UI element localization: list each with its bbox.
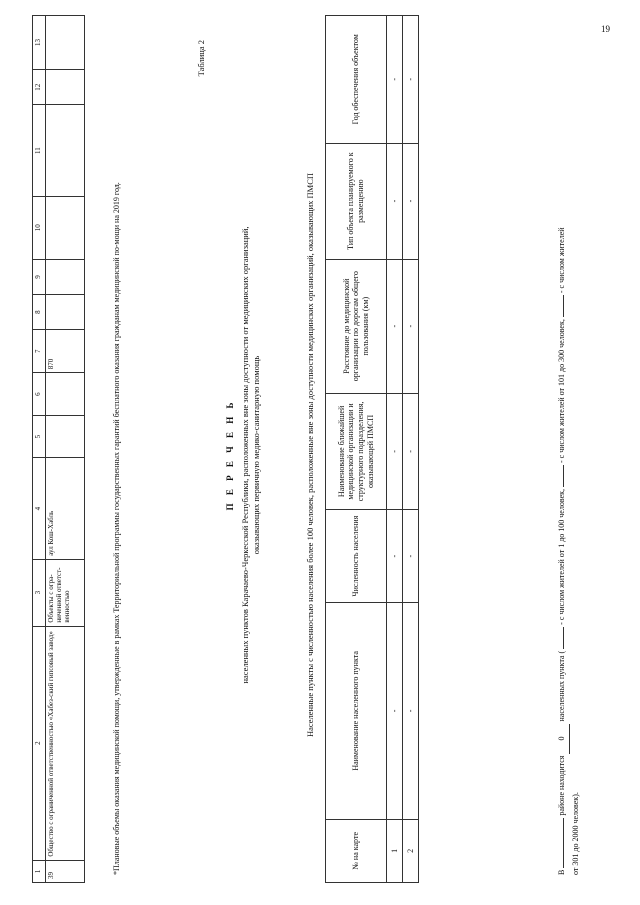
- cell: 1: [387, 819, 403, 882]
- bottom-p2: - с числом жителей от 101 до 300 человек,: [557, 319, 566, 463]
- table-row: [403, 16, 419, 883]
- header-distance: Расстояние до медицинской организации по дорогам общего пользования (км): [326, 259, 387, 393]
- cell: -: [403, 393, 419, 509]
- main-table-header: [326, 16, 387, 883]
- top-col-9: 9: [33, 259, 46, 294]
- cell: -: [403, 259, 419, 393]
- header-population: Численность населения: [326, 510, 387, 603]
- heading-line-1: населенных пунктов Карачаево-Черкесской Республики, расположенных вне зоны доступности от медицинских организаций,: [239, 226, 250, 684]
- cell: -: [387, 259, 403, 393]
- bottom-district-text: районе находится: [557, 755, 566, 816]
- top-col-6: 6: [33, 373, 46, 416]
- cell: -: [387, 393, 403, 509]
- bottom-line-2: от 301 до 2000 человек).: [570, 792, 580, 875]
- top-col-10: 10: [33, 196, 46, 259]
- footnote: *Плановые объемы оказания медицинской помощи, утвержденные в рамках Территориальной программы государственных гарантий бесплатного оказания гражданам медицинской по-мощи на 2019 год.: [112, 182, 121, 875]
- header-object-type: Тип объекта планируемого к размещению: [326, 143, 387, 259]
- top-col-1: 1: [33, 860, 46, 882]
- header-map-number: № на карте: [326, 819, 387, 882]
- row-org: Общество с ограниченной ответственностью «Хабез-ский гипсовый завод»: [46, 626, 85, 860]
- cell: -: [403, 143, 419, 259]
- top-col-8: 8: [33, 295, 46, 330]
- cell: -: [387, 510, 403, 603]
- header-settlement: Наименование населенного пункта: [326, 603, 387, 820]
- top-col-7: 7: [33, 330, 46, 373]
- document-heading: П Е Р Е Ч Е Н Ь: [225, 399, 235, 511]
- blank-3: [563, 295, 564, 317]
- top-col-4: 4: [33, 458, 46, 559]
- table-caption: Таблица 2: [196, 40, 206, 77]
- bottom-p3: - с числом жителей: [557, 227, 566, 294]
- top-table-row: [46, 16, 85, 883]
- title-block: [225, 125, 262, 785]
- row-c9: [46, 259, 85, 294]
- row-num: 39: [46, 860, 85, 882]
- blank-2: [563, 465, 564, 487]
- row-c13: [46, 16, 85, 70]
- row-type: Объекты с огра-ниченной ответст-венностью: [46, 559, 85, 626]
- cell: 2: [403, 819, 419, 882]
- row-place: аул Кош-Хабль: [46, 458, 85, 559]
- row-c11: [46, 105, 85, 196]
- table-row: [387, 16, 403, 883]
- row-c12: [46, 70, 85, 105]
- cell: -: [403, 16, 419, 144]
- blank-district: [563, 818, 564, 868]
- cell: -: [387, 603, 403, 820]
- heading-line-2: оказывающих первичную медико-санитарную помощь: [250, 355, 261, 555]
- settlement-count: 0: [556, 724, 570, 754]
- bottom-prefix: В: [557, 869, 566, 875]
- page-number: 19: [601, 24, 610, 34]
- top-col-2: 2: [33, 626, 46, 860]
- subheading: Населенные пункты с численностью населения более 100 человек, расположенные вне зоны доступности медицинских организаций, оказывающих ПМСП: [305, 172, 315, 738]
- bottom-mid: населенных пункта (: [557, 650, 566, 722]
- cell: -: [387, 143, 403, 259]
- cell: -: [403, 510, 419, 603]
- top-col-3: 3: [33, 559, 46, 626]
- blank-1: [563, 627, 564, 649]
- main-table: [325, 15, 419, 883]
- row-c8: [46, 295, 85, 330]
- bottom-line-1: [556, 15, 570, 875]
- top-table-header: [33, 16, 46, 883]
- top-col-5: 5: [33, 415, 46, 458]
- top-table: [32, 15, 85, 883]
- bottom-p1: - с числом жителей от 1 до 100 человек,: [557, 488, 566, 625]
- top-col-13: 13: [33, 16, 46, 70]
- row-c6: [46, 373, 85, 416]
- cell: -: [387, 16, 403, 144]
- row-c10: [46, 196, 85, 259]
- header-year: Год обеспечения объектом: [326, 16, 387, 144]
- top-col-12: 12: [33, 70, 46, 105]
- row-c5: [46, 415, 85, 458]
- row-c7: 870: [46, 330, 85, 373]
- bottom-text: [556, 15, 583, 875]
- header-medical-org: Наименование ближайшей медицинской организации и структурного подразделения, оказывающей ПМСП: [326, 393, 387, 509]
- top-col-11: 11: [33, 105, 46, 196]
- cell: -: [403, 603, 419, 820]
